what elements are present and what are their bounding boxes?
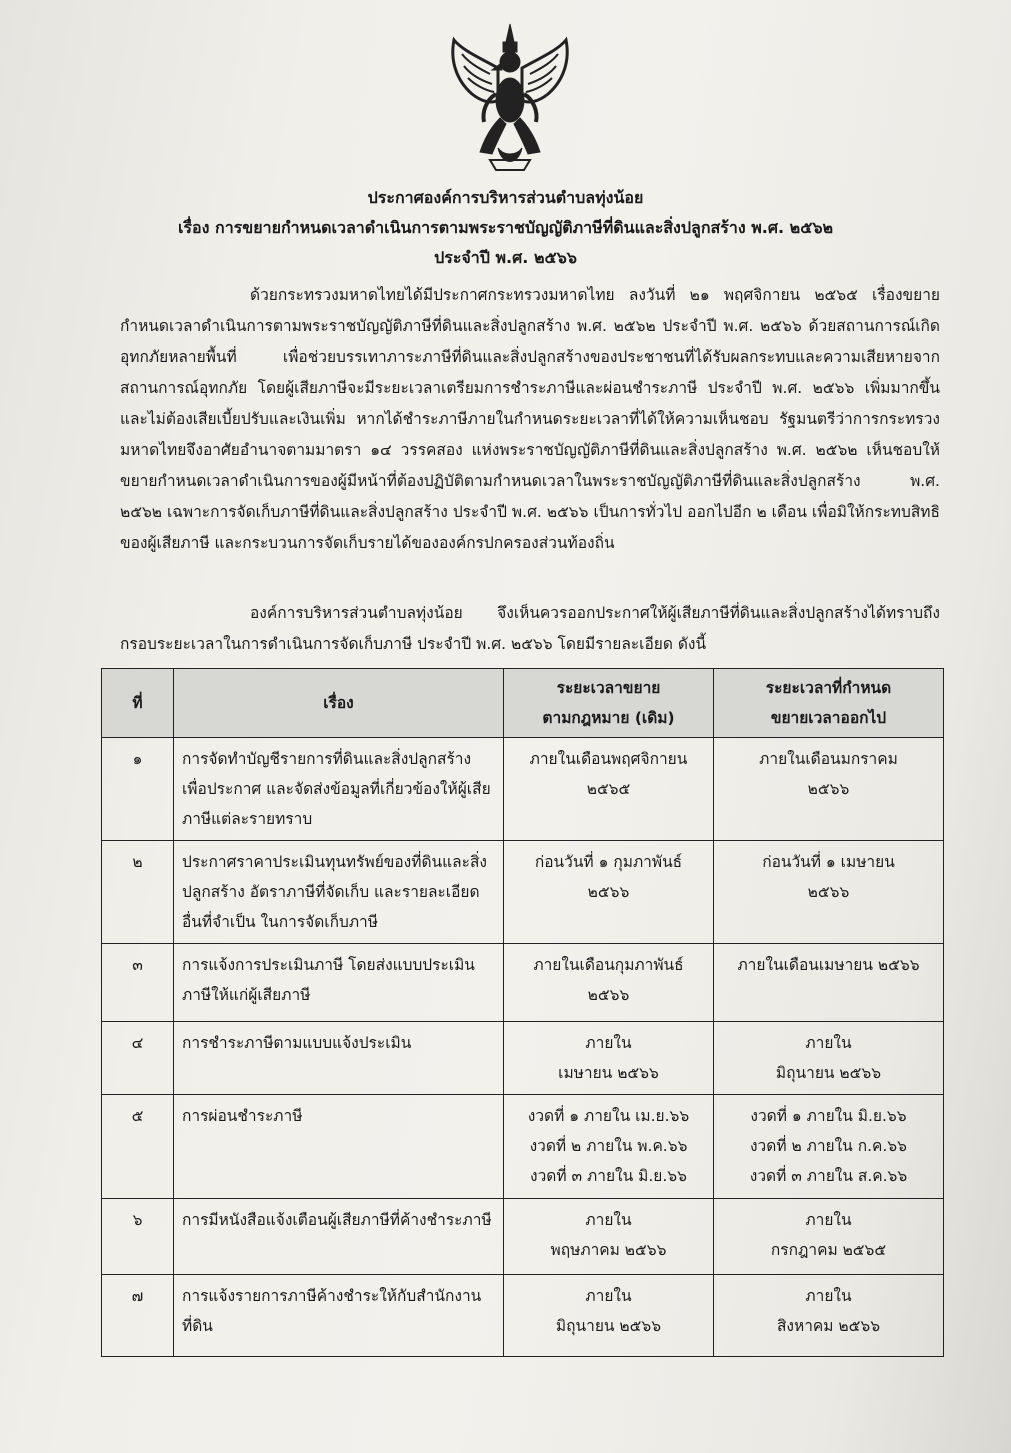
schedule-table	[101, 668, 944, 1357]
original-line: เมษายน ๒๕๖๖	[558, 1064, 659, 1082]
header-extended-line2: ขยายเวลาออกไป	[770, 709, 887, 727]
row-original-period	[504, 1275, 714, 1357]
header-no: ที่	[102, 669, 174, 738]
extended-line: ภายใน	[805, 1034, 852, 1052]
original-line: ภายในเดือนพฤศจิกายน	[529, 750, 688, 768]
row-topic: การจัดทำบัญชีรายการที่ดินและสิ่งปลูกสร้างเพื่อประกาศ และจัดส่งข้อมูลที่เกี่ยวข้องให้ผู้เสียภาษีแต่ละรายทราบ	[174, 738, 504, 841]
table-row	[102, 841, 944, 944]
original-line: ภายในเดือนกุมภาพันธ์	[533, 956, 684, 974]
table-row	[102, 1022, 944, 1095]
row-topic: การผ่อนชำระภาษี	[174, 1095, 504, 1199]
extended-line: ภายในเดือนเมษายน ๒๕๖๖	[737, 956, 920, 974]
announcement-year: ประจำปี พ.ศ. ๒๕๖๖	[434, 248, 577, 267]
table-row	[102, 738, 944, 841]
extended-line: ภายใน	[805, 1211, 852, 1229]
row-extended-period	[714, 1275, 944, 1357]
extended-line: งวดที่ ๑ ภายใน มิ.ย.๖๖	[750, 1107, 907, 1125]
extended-line: ภายในเดือนมกราคม	[759, 750, 898, 768]
original-line: ก่อนวันที่ ๑ กุมภาพันธ์	[534, 853, 683, 871]
announcement-subject: เรื่อง การขยายกำหนดเวลาดำเนินการตามพระราชบัญญัติภาษีที่ดินและสิ่งปลูกสร้าง พ.ศ. ๒๕๖๒	[177, 218, 834, 237]
extended-line: งวดที่ ๓ ภายใน ส.ค.๖๖	[749, 1167, 908, 1185]
original-line: พฤษภาคม ๒๕๖๖	[550, 1241, 667, 1259]
row-number: ๓	[102, 944, 174, 1022]
row-number: ๒	[102, 841, 174, 944]
header-extended-period	[714, 669, 944, 738]
body-paragraph-2: องค์การบริหารส่วนตำบลทุ่งน้อย จึงเห็นควรออกประกาศให้ผู้เสียภาษีที่ดินและสิ่งปลูกสร้างได้ทราบถึงกรอบระยะเวลาในการดำเนินการจัดเก็บภาษี ประจำปี พ.ศ. ๒๕๖๖ โดยมีรายละเอียด ดังนี้	[120, 604, 940, 653]
row-number: ๖	[102, 1199, 174, 1275]
header-original-line2: ตามกฎหมาย (เดิม)	[542, 709, 675, 727]
original-line: ภายใน	[585, 1211, 632, 1229]
table-row	[102, 1095, 944, 1199]
header-extended-line1: ระยะเวลาที่กำหนด	[765, 679, 892, 697]
header-topic: เรื่อง	[174, 669, 504, 738]
row-topic: การชำระภาษีตามแบบแจ้งประเมิน	[174, 1022, 504, 1095]
row-extended-period	[714, 944, 944, 1022]
header-original-line1: ระยะเวลาขยาย	[556, 679, 661, 697]
row-number: ๕	[102, 1095, 174, 1199]
row-number: ๑	[102, 738, 174, 841]
row-original-period	[504, 1199, 714, 1275]
extended-line: ก่อนวันที่ ๑ เมษายน	[762, 853, 895, 871]
row-original-period	[504, 1022, 714, 1095]
row-extended-period	[714, 1199, 944, 1275]
row-topic: การแจ้งการประเมินภาษี โดยส่งแบบประเมินภาษีให้แก่ผู้เสียภาษี	[174, 944, 504, 1022]
table-row	[102, 944, 944, 1022]
original-line: ๒๕๖๕	[586, 780, 631, 798]
row-original-period	[504, 841, 714, 944]
original-line: ๒๕๖๖	[587, 986, 630, 1004]
table-row	[102, 1275, 944, 1357]
extended-line: ๒๕๖๖	[807, 780, 850, 798]
row-original-period	[504, 738, 714, 841]
original-line: งวดที่ ๑ ภายใน เม.ย.๖๖	[527, 1107, 690, 1125]
garuda-emblem	[440, 20, 580, 180]
row-topic: การมีหนังสือแจ้งเตือนผู้เสียภาษีที่ค้างชำระภาษี	[174, 1199, 504, 1275]
original-line: งวดที่ ๓ ภายใน มิ.ย.๖๖	[530, 1167, 687, 1185]
row-extended-period	[714, 841, 944, 944]
original-line: ๒๕๖๖	[587, 883, 630, 901]
extended-line: มิถุนายน ๒๕๖๖	[775, 1064, 882, 1082]
announcement-title: ประกาศองค์การบริหารส่วนตำบลทุ่งน้อย	[367, 188, 644, 207]
extended-line: สิงหาคม ๒๕๖๖	[776, 1317, 881, 1335]
row-extended-period	[714, 738, 944, 841]
header-original-period	[504, 669, 714, 738]
extended-line: ภายใน	[805, 1287, 852, 1305]
row-original-period	[504, 1095, 714, 1199]
row-extended-period	[714, 1022, 944, 1095]
row-original-period	[504, 944, 714, 1022]
original-line: ภายใน	[585, 1287, 632, 1305]
original-line: ภายใน	[585, 1034, 632, 1052]
extended-line: กรกฎาคม ๒๕๖๕	[770, 1241, 887, 1259]
row-number: ๗	[102, 1275, 174, 1357]
body-paragraph-1: ด้วยกระทรวงมหาดไทยได้มีประกาศกระทรวงมหาดไทย ลงวันที่ ๒๑ พฤศจิกายน ๒๕๖๕ เรื่องขยายกำหนดเวลาดำเนินการตามพระราชบัญญัติภาษีที่ดินและสิ่งปลูกสร้าง พ.ศ. ๒๕๖๒ ประจำปี พ.ศ. ๒๕๖๖ ด้วยสถานการณ์เกิดอุทกภัยหลายพื้นที่ เพื่อช่วยบรรเทาภาระภาษีที่ดินและสิ่งปลูกสร้างของประชาชนที่ได้รับผลกระทบและความเสียหายจากสถานการณ์อุทกภัย โดยผู้เสียภาษีจะมีระยะเวลาเตรียมการชำระภาษีและผ่อนชำระภาษี ประจำปี พ.ศ. ๒๕๖๖ เพิ่มมากขึ้น และไม่ต้องเสียเบี้ยปรับและเงินเพิ่ม หากได้ชำระภาษีภายในกำหนดระยะเวลาที่ได้ให้ความเห็นชอบ รัฐมนตรีว่าการกระทรวงมหาดไทยจึงอาศัยอำนาจตามมาตรา ๑๔ วรรคสอง แห่งพระราชบัญญัติภาษีที่ดินและสิ่งปลูกสร้าง พ.ศ. ๒๕๖๒ เห็นชอบให้ขยายกำหนดเวลาดำเนินการของผู้มีหน้าที่ต้องปฏิบัติตามกำหนดเวลาในพระราชบัญญัติภาษีที่ดินและสิ่งปลูกสร้าง พ.ศ. ๒๕๖๒ เฉพาะการจัดเก็บภาษีที่ดินและสิ่งปลูกสร้าง ประจำปี พ.ศ. ๒๕๖๖ เป็นการทั่วไป ออกไปอีก ๒ เดือน เพื่อมิให้กระทบสิทธิของผู้เสียภาษี และกระบวนการจัดเก็บรายได้ขององค์กรปกครองส่วนท้องถิ่น	[120, 286, 940, 552]
original-line: มิถุนายน ๒๕๖๖	[555, 1317, 662, 1335]
table-header-row	[102, 669, 944, 738]
extended-line: งวดที่ ๒ ภายใน ก.ค.๖๖	[749, 1137, 907, 1155]
original-line: งวดที่ ๒ ภายใน พ.ค.๖๖	[529, 1137, 688, 1155]
row-extended-period	[714, 1095, 944, 1199]
row-topic: การแจ้งรายการภาษีค้างชำระให้กับสำนักงานที่ดิน	[174, 1275, 504, 1357]
row-number: ๔	[102, 1022, 174, 1095]
extended-line: ๒๕๖๖	[807, 883, 850, 901]
row-topic: ประกาศราคาประเมินทุนทรัพย์ของที่ดินและสิ่งปลูกสร้าง อัตราภาษีที่จัดเก็บ และรายละเอียดอื่นที่จำเป็น ในการจัดเก็บภาษี	[174, 841, 504, 944]
table-row	[102, 1199, 944, 1275]
